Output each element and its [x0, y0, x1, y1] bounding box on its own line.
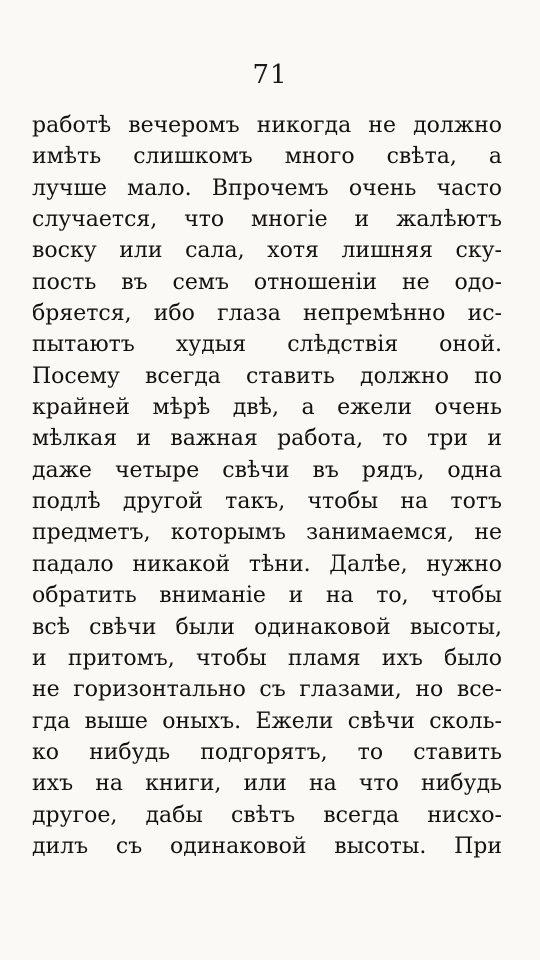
text-line: пытаютъ худыя слѣдствія оной. [32, 332, 502, 358]
text-line: и притомъ, чтобы пламя ихъ было [32, 645, 502, 671]
text-line: ко нибудь подгорятъ, то ставить [32, 739, 502, 765]
text-line: не горизонтально съ глазами, но все- [32, 677, 502, 703]
text-line: лучше мало. Впрочемъ очень часто [32, 175, 502, 201]
page-number: 71 [252, 60, 288, 90]
text-line: работѣ вечеромъ никогда не должно [32, 113, 502, 138]
text-line: крайней мѣрѣ двѣ, а ежели очень [32, 395, 502, 421]
text-line: всѣ свѣчи были одинаковой высоты, [32, 614, 502, 640]
text-line: дилъ съ одинаковой высоты. При [32, 833, 502, 859]
text-line: даже четыре свѣчи въ рядъ, одна [32, 457, 502, 483]
text-line: случается, что многіе и жалѣютъ [32, 207, 502, 233]
text-line: ихъ на книги, или на что нибудь [32, 771, 502, 797]
text-line: падало никакой тѣни. Далѣе, нужно [32, 551, 502, 577]
text-line: Посему всегда ставить должно по [32, 363, 502, 389]
text-line: мѣлкая и важная работа, то три и [32, 426, 502, 452]
text-line: предметъ, которымъ занимаемся, не [32, 520, 502, 546]
text-line: подлѣ другой такъ, чтобы на тотъ [32, 489, 502, 515]
text-line: другое, дабы свѣтъ всегда нисхо- [32, 802, 502, 828]
body-text [32, 110, 502, 862]
text-line: имѣть слишкомъ много свѣта, а [32, 144, 502, 170]
text-line: бряется, ибо глаза непремѣнно ис- [32, 301, 502, 327]
text-line: воску или сала, хотя лишняя ску- [32, 238, 502, 264]
text-line: пость въ семъ отношеніи не одо- [32, 269, 502, 295]
text-line: обратить вниманіе и на то, чтобы [32, 583, 502, 609]
text-line: гда выше оныхъ. Ежели свѣчи сколь- [32, 708, 502, 734]
